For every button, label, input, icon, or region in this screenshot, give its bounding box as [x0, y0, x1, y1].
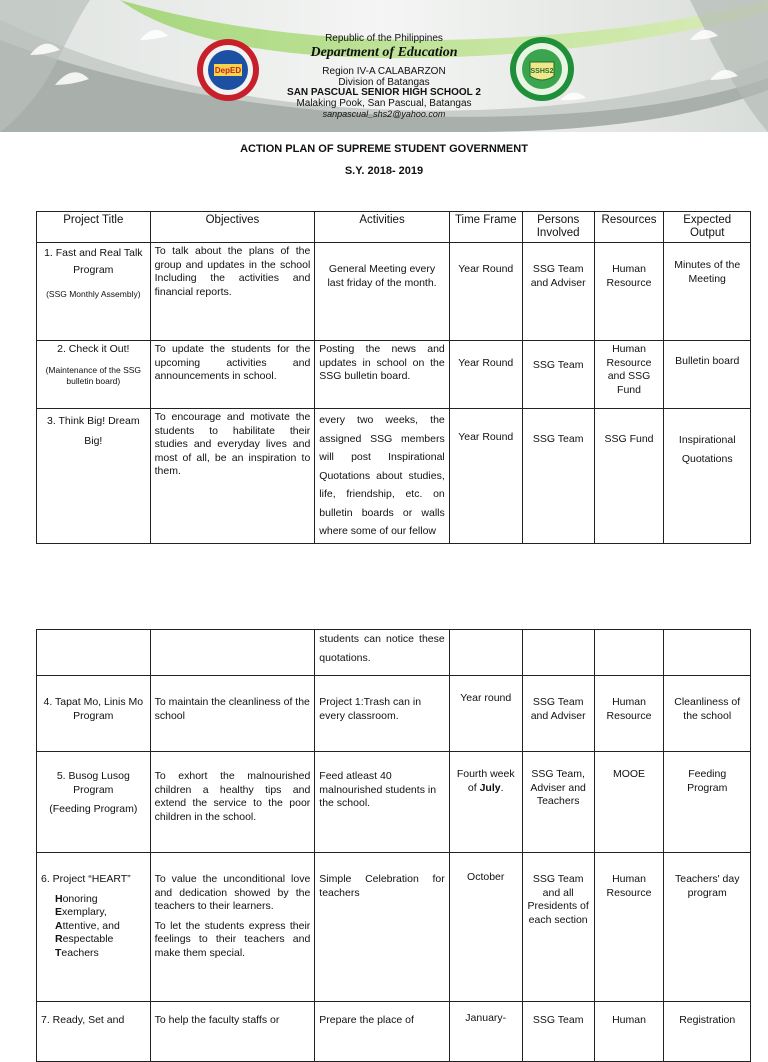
objectives-cell: To exhort the malnourished children a healthy tips and extend the service to the poor children in the school. — [150, 752, 315, 853]
time-frame-cell: Year round — [449, 676, 522, 752]
objectives-cell: To maintain the cleanliness of the school — [150, 676, 315, 752]
persons-cell: SSG Team — [522, 409, 594, 544]
project-title-cell: 7. Ready, Set and — [37, 1002, 151, 1062]
project-title-cell: 4. Tapat Mo, Linis Mo Program — [37, 676, 151, 752]
resources-cell: Human — [594, 1002, 664, 1062]
time-frame-cell — [449, 752, 522, 853]
table-row — [37, 752, 751, 853]
time-frame-cell — [449, 630, 522, 676]
output-cell: Bulletin board — [664, 341, 751, 409]
acronym-line: Exemplary, — [55, 906, 107, 918]
persons-cell: SSG Team, Adviser and Teachers — [522, 752, 594, 853]
activities-cell: Posting the news and updates in school on the SSG bulletin board. — [315, 341, 449, 409]
resources-cell: Human Resource and SSG Fund — [594, 341, 664, 409]
table-header-row — [37, 212, 751, 243]
time-frame-cell: January- — [449, 1002, 522, 1062]
project-title-cell — [37, 752, 151, 853]
activities-cell: every two weeks, the assigned SSG members will post Inspirational Quotations about studies, life, friendship, etc. on bulletin boards or walls where some of our fellow — [315, 409, 449, 544]
project-title-cell — [37, 630, 151, 676]
project-title: 1. Fast and Real Talk Program — [44, 247, 143, 276]
division-line: Division of Batangas — [338, 77, 430, 88]
col-expected-output: Expected Output — [664, 212, 751, 243]
table-row — [37, 1002, 751, 1062]
objectives-cell: To encourage and motivate the students to habilitate their studies and everyday lives and most of all, be an inspiration to them. — [150, 409, 315, 544]
acronym-line: Teachers — [55, 946, 99, 959]
persons-cell: SSG Team and Adviser — [522, 243, 594, 341]
project-title-cell — [37, 341, 151, 409]
output-cell: Registration — [664, 1002, 751, 1062]
action-plan-table-continued — [36, 629, 751, 1062]
output-cell: Feeding Program — [664, 752, 751, 853]
project-subtitle: (Maintenance of the SSG bulletin board) — [45, 364, 142, 386]
output-cell: Cleanliness of the school — [664, 676, 751, 752]
resources-cell: Human Resource — [594, 676, 664, 752]
school-name: SAN PASCUAL SENIOR HIGH SCHOOL 2 — [287, 87, 481, 98]
project-subtitle: (SSG Monthly Assembly) — [46, 289, 141, 299]
output-cell: Minutes of the Meeting — [664, 243, 751, 341]
time-frame-cell: October — [449, 853, 522, 1002]
activities-cell: Simple Celebration for teachers — [315, 853, 449, 1002]
time-frame-text: Fourth week of — [456, 768, 515, 794]
output-cell: Teachers' day program — [664, 853, 751, 1002]
persons-cell: SSG Team and all Presidents of each section — [522, 853, 594, 1002]
table-row — [37, 630, 751, 676]
acronym-line: Honoring — [55, 892, 98, 905]
resources-cell: Human Resource — [594, 853, 664, 1002]
resources-cell: MOOE — [594, 752, 664, 853]
time-frame-cell: Year Round — [449, 341, 522, 409]
resources-cell: SSG Fund — [594, 409, 664, 544]
heart-acronym — [41, 893, 146, 961]
activities-cell: General Meeting every last friday of the month. — [315, 243, 449, 341]
deped-logo-text: DepED — [214, 66, 242, 75]
objectives-cell: To help the faculty staffs or — [150, 1002, 315, 1062]
school-email: sanpascual_shs2@yahoo.com — [322, 109, 446, 119]
time-frame-period: . — [500, 781, 504, 794]
project-title-cell — [37, 243, 151, 341]
school-seal-text: SSHS2 — [530, 68, 554, 75]
objective-text: To value the unconditional love and dedication showed by the teachers to their learners. — [154, 873, 311, 912]
action-plan-table — [36, 211, 751, 544]
table-row — [37, 243, 751, 341]
project-title: 2. Check it Out! — [57, 343, 130, 355]
output-cell — [664, 630, 751, 676]
objectives-cell: To update the students for the upcoming activities and announcements in school. — [150, 341, 315, 409]
persons-cell: SSG Team — [522, 341, 594, 409]
resources-cell: Human Resource — [594, 243, 664, 341]
col-time-frame: Time Frame — [449, 212, 522, 243]
republic-line: Republic of the Philippines — [325, 33, 443, 44]
project-subtitle: (Feeding Program) — [49, 803, 138, 815]
resources-cell — [594, 630, 664, 676]
activities-cell: Feed atleast 40 malnourished students in the school. — [315, 752, 449, 853]
acronym-line: Respectable — [55, 933, 114, 945]
project-title-cell — [37, 853, 151, 1002]
col-objectives: Objectives — [150, 212, 315, 243]
acronym-line: Attentive, and — [55, 919, 120, 932]
objective-text: To let the students express their feelings to their teachers and make them special. — [154, 919, 311, 959]
activities-cell: students can notice these quotations. — [315, 630, 449, 676]
table-row — [37, 676, 751, 752]
table-row — [37, 341, 751, 409]
region-line: Region IV-A CALABARZON — [322, 66, 446, 77]
col-activities: Activities — [315, 212, 449, 243]
col-resources: Resources — [594, 212, 664, 243]
output-cell: Inspirational Quotations — [664, 409, 751, 544]
persons-cell: SSG Team — [522, 1002, 594, 1062]
objectives-cell — [150, 630, 315, 676]
activities-cell: Prepare the place of — [315, 1002, 449, 1062]
col-persons-involved: Persons Involved — [522, 212, 594, 243]
school-address: Malaking Pook, San Pascual, Batangas — [296, 98, 472, 109]
time-frame-cell: Year Round — [449, 243, 522, 341]
time-frame-cell: Year Round — [449, 409, 522, 544]
activities-cell: Project 1:Trash can in every classroom. — [315, 676, 449, 752]
department-line: Department of Education — [310, 45, 458, 60]
document-title: ACTION PLAN OF SUPREME STUDENT GOVERNMENT — [240, 143, 528, 155]
project-title: 5. Busog Lusog Program — [56, 770, 130, 796]
school-year: S.Y. 2018- 2019 — [344, 165, 424, 177]
col-project-title: Project Title — [37, 212, 151, 243]
project-title: 6. Project “HEART” — [41, 873, 131, 885]
persons-cell — [522, 630, 594, 676]
project-title-cell: 3. Think Big! Dream Big! — [37, 409, 151, 544]
table-row — [37, 409, 751, 544]
objectives-cell: To talk about the plans of the group and updates in the school Including the activities and financial reports. — [150, 243, 315, 341]
time-frame-month: July — [479, 781, 501, 794]
objectives-cell — [150, 853, 315, 1002]
table-row — [37, 853, 751, 1002]
persons-cell: SSG Team and Adviser — [522, 676, 594, 752]
